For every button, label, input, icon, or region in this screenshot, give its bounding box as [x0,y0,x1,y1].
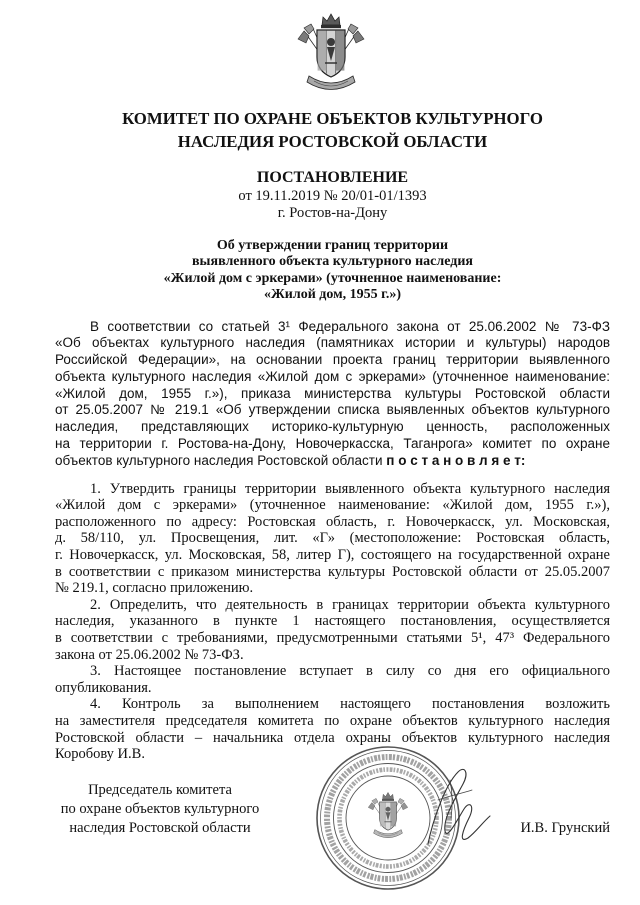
preamble-line: объекта культурного наследия «Жилой дом с эркерами» (уточненное наименование: [55,368,610,384]
preamble-line: от 25.05.2007 № 219.1 «Об утверждении списка выявленных объектов культурного [55,402,610,418]
title-line: «Жилой дом с эркерами» (уточненное наименование: [163,270,502,286]
decree-date-number: от 19.11.2019 № 20/01-01/1393 [238,188,427,204]
coat-of-arms-icon [296,11,366,99]
preamble-paragraph [55,319,610,470]
preamble-closing-text: объектов культурного наследия Ростовской области [55,452,383,468]
clause-line: в соответствии с приказом министерства культуры Ростовской области от 25.05.2007 [55,563,610,580]
preamble-line [55,453,610,470]
decree-city: г. Ростов-на-Дону [277,205,388,221]
clause-3 [55,663,610,696]
decree-clauses [55,481,610,763]
clause-2 [55,597,610,663]
preamble-line: Российской Федерации», на основании проекта границ территории выявленного [55,352,610,368]
signatory-position-line: по охране объектов культурного [60,800,260,817]
title-line: выявленного объекта культурного наследия [192,254,473,270]
clause-line: 3. Настоящее постановление вступает в силу со дня его официального [90,663,610,680]
signatory-position-line: Председатель комитета [88,781,232,798]
clause-line: 2. Определить, что деятельность в границах территории объекта культурного [90,596,610,613]
organization-name-line: КОМИТЕТ ПО ОХРАНЕ ОБЪЕКТОВ КУЛЬТУРНОГО [122,109,543,128]
decree-header [55,168,610,222]
preamble-line: В соответствии со статьей 3¹ Федерального закона от 25.06.2002 № 73-ФЗ [90,318,610,334]
organization-name-line: НАСЛЕДИЯ РОСТОВСКОЙ ОБЛАСТИ [177,132,488,151]
signatory-name: И.В. Грунский [520,819,610,836]
title-line: Об утверждении границ территории [216,238,449,253]
clause-line: опубликования. [55,679,152,696]
clause-1 [55,481,610,597]
clause-line: Ростовской области – начальника отдела охраны объектов культурного наследия [55,729,610,746]
clause-line: «Жилой дом с эркерами» (уточненное наименование: «Жилой дом, 1955 г.»), [55,497,610,514]
clause-line: на заместителя председателя комитета по охране объектов культурного наследия [55,713,610,729]
document-type: ПОСТАНОВЛЕНИЕ [256,169,409,186]
clause-line: 4. Контроль за выполнением настоящего постановления возложить [90,696,610,713]
preamble-line: на территории г. Ростова-на-Дону, Новочеркасска, Таганрога» комитет по охране [55,435,610,451]
preamble-line: «Жилой дом, 1955 г.»), приказа министерства культуры Ростовской области [55,385,610,401]
signature-icon [398,760,498,860]
clause-line: 1. Утвердить границы территории выявленного объекта культурного наследия [90,480,610,497]
organization-heading [55,107,610,153]
clause-line: в соответствии с требованиями, предусмотренными статьями 5¹, 47³ Федерального [55,630,610,647]
title-line: «Жилой дом, 1955 г.») [263,286,402,302]
signatory-position [50,781,270,838]
clause-line: Коробову И.В. [55,746,145,763]
clause-line: расположенного по адресу: Ростовская область, г. Новочеркасск, ул. Московская, [55,513,610,530]
clause-line: закона от 25.06.2002 № 73-ФЗ. [55,646,244,663]
decree-operative-word: п о с т а н о в л я е т: [386,452,526,468]
clause-line: наследия, указанного в пункте 1 настоящего постановления, осуществляется [55,613,610,630]
decree-title [55,238,610,303]
clause-line: № 219.1, согласно приложению. [55,580,254,597]
preamble-line: наследия, представляющих историко-культурную ценность, расположенных [55,419,610,435]
preamble-line: «Об объектах культурного наследия (памятниках истории и культуры) народов [55,335,610,351]
clause-line: г. Новочеркасск, ул. Московская, 58, литер Г), состоящего на государственной охране [55,547,610,564]
signatory-position-line: наследия Ростовской области [69,819,251,836]
clause-line: д. 58/110, ул. Просвещения, лит. «Г» (местоположение: Ростовская область, [55,530,610,547]
